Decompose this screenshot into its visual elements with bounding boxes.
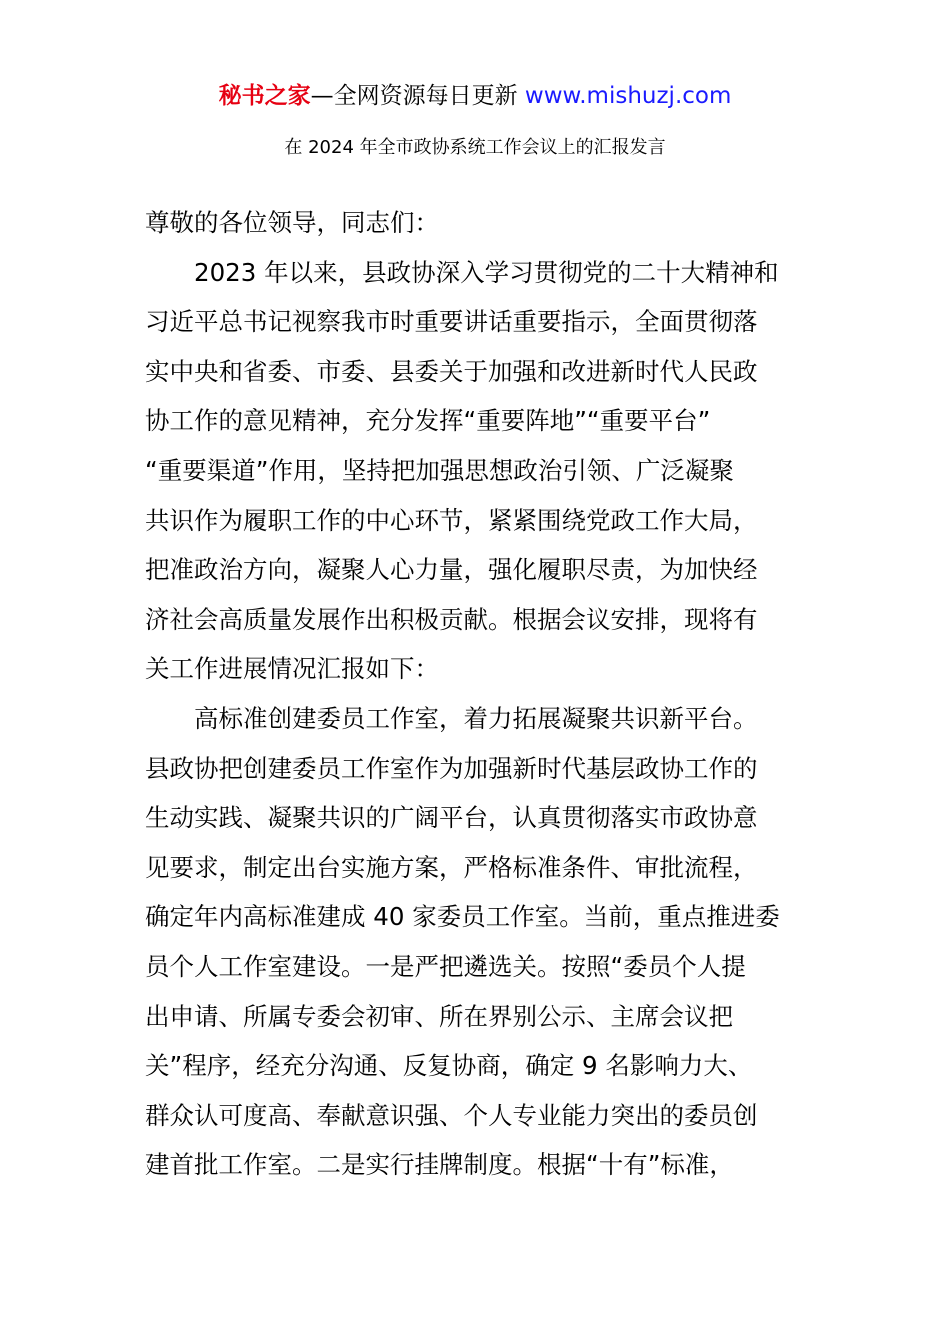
paragraph-line: 关”程序，经充分沟通、反复协商，确定 9 名影响力大、 (145, 1051, 753, 1081)
paragraph-line: 群众认可度高、奉献意识强、个人专业能力突出的委员创 (145, 1100, 758, 1130)
paragraph-line: “重要渠道”作用，坚持把加强思想政治引领、广泛凝聚 (145, 455, 734, 485)
paragraph-line: 关工作进展情况汇报如下： (145, 654, 439, 684)
paragraph-line: 实中央和省委、市委、县委关于加强和改进新时代人民政 (145, 356, 758, 386)
paragraph-line: 协工作的意见精神，充分发挥“重要阵地”“重要平台” (145, 406, 711, 436)
salutation: 尊敬的各位领导，同志们： (145, 208, 439, 237)
paragraph-line: 把准政治方向，凝聚人心力量，强化履职尽责，为加快经 (145, 555, 758, 585)
paragraph-line: 济社会高质量发展作出积极贡献。根据会议安排，现将有 (145, 604, 758, 634)
paragraph-line: 见要求，制定出台实施方案，严格标准条件、审批流程， (145, 852, 758, 882)
paragraph-line: 县政协把创建委员工作室作为加强新时代基层政协工作的 (145, 753, 758, 783)
section-heading-line: 高标准创建委员工作室，着力拓展凝聚共识新平台。 (194, 703, 758, 733)
paragraph-line: 2023 年以来，县政协深入学习贯彻党的二十大精神和 (194, 257, 779, 287)
paragraph-line: 建首批工作室。二是实行挂牌制度。根据“十有”标准， (145, 1150, 734, 1180)
paragraph-line: 生动实践、凝聚共识的广阔平台，认真贯彻落实市政协意 (145, 803, 758, 833)
paragraph-line: 习近平总书记视察我市时重要讲话重要指示，全面贯彻落 (145, 307, 758, 337)
header-tagline: —全网资源每日更新 (310, 83, 525, 109)
paragraph-line: 确定年内高标准建成 40 家委员工作室。当前，重点推进委 (145, 902, 780, 932)
document-title: 在 2024 年全市政协系统工作会议上的汇报发言 (284, 137, 666, 158)
paragraph-line: 共识作为履职工作的中心环节，紧紧围绕党政工作大局， (145, 505, 758, 535)
paragraph-line: 员个人工作室建设。一是严把遴选关。按照“委员个人提 (145, 951, 746, 981)
document-body (145, 198, 810, 1190)
site-url[interactable]: www.mishuzj.com (524, 83, 732, 109)
brand-name: 秘书之家 (218, 83, 311, 109)
paragraph-line: 出申请、所属专委会初审、所在界别公示、主席会议把 (145, 1001, 733, 1031)
site-header (0, 80, 950, 112)
